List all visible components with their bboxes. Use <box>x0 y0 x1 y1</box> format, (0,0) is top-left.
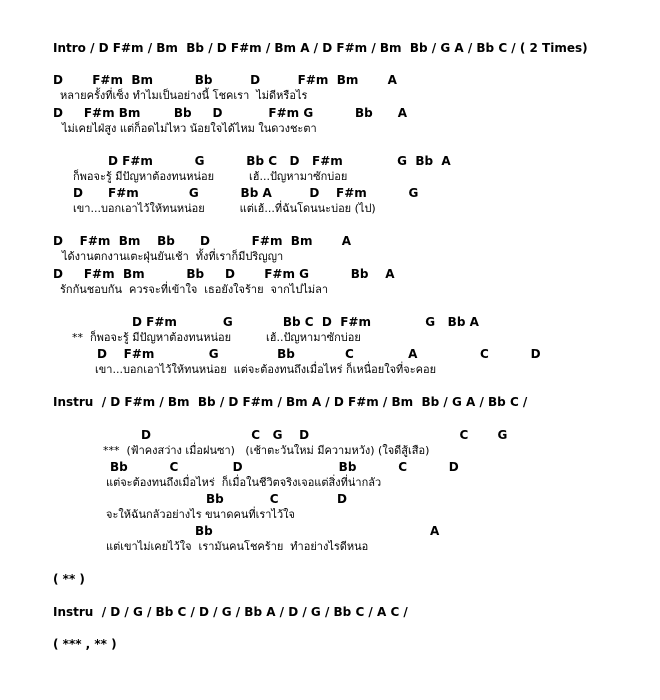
repeat-marker-1: ( ** ) <box>53 572 85 586</box>
bridge-lyric-line-1: *** (ฟ้าคงสว่าง เมื่อฝนซา) (เช้าตะวันใหม่ มีความหวัง) (ใจดีสู้เสือ) <box>103 444 430 457</box>
chorus1-lyric-line-1: ก็พอจะรู้ มีปัญหาต้องทนหน่อย เฮ้...ปัญหามาซักบ่อย <box>73 170 348 183</box>
repeat-marker-2: ( *** , ** ) <box>53 637 117 651</box>
verse1-chord-line-1: D F#m Bm Bb D F#m Bm A <box>53 73 397 87</box>
bridge-lyric-line-3: จะให้ฉันกลัวอย่างไร ขนาดคนที่เราไว้ใจ <box>106 508 295 521</box>
verse2-lyric-line-2: รักกันชอบกัน ควรจะที่เข้าใจ เธอยังใจร้าย จากไปไม่ลา <box>60 283 329 296</box>
verse1-lyric-line-2: ไม่เคยไฝ่สูง แต่ก็อดไม่ไหว น้อยใจได้ไหม ในดวงชะตา <box>62 122 317 135</box>
chorus1-chord-line-1: D F#m G Bb C D F#m G Bb A <box>108 154 451 168</box>
chorus1-chord-line-2: D F#m G Bb A D F#m G <box>73 186 419 200</box>
bridge-chord-line-4: Bb A <box>195 524 440 538</box>
intro-line: Intro / D F#m / Bm Bb / D F#m / Bm A / D F#m / Bm Bb / G A / Bb C / ( 2 Times) <box>53 41 588 55</box>
bridge-chord-line-1: D C G D C G <box>141 428 508 442</box>
instru-line-1: Instru / D F#m / Bm Bb / D F#m / Bm A / D F#m / Bm Bb / G A / Bb C / <box>53 395 528 409</box>
instru-line-2: Instru / D / G / Bb C / D / G / Bb A / D / G / Bb C / A C / <box>53 605 408 619</box>
chorus2-lyric-line-2: เขา...บอกเอาไว้ให้ทนหน่อย แต่จะต้องทนถึงเมื่อไหร่ ก็เหนื่อยใจที่จะคอย <box>95 363 437 376</box>
bridge-lyric-line-2: แต่จะต้องทนถึงเมื่อไหร่ ก็เมื่อในชีวิตจริงเจอแต่สิ่งที่น่ากลัว <box>106 476 382 489</box>
verse1-lyric-line-1: หลายครั้งที่เซ็ง ทำไมเป็นอย่างนี้ โชคเรา ไม่ดีหรือไร <box>60 89 308 102</box>
verse2-lyric-line-1: ได้งานตกงานเตะฝุ่นยันเช้า ทั้งที่เราก็มีปริญญา <box>62 250 284 263</box>
bridge-chord-line-3: Bb C D <box>206 492 347 506</box>
verse2-chord-line-1: D F#m Bm Bb D F#m Bm A <box>53 234 351 248</box>
chorus1-lyric-line-2: เขา...บอกเอาไว้ให้ทนหน่อย แต่เฮ้...ที่ฉันโดนนะบ่อย (ไป) <box>73 202 376 215</box>
bridge-lyric-line-4: แต่เขาไม่เคยไว้ใจ เรามันคนโชคร้าย ทำอย่างไรดีหนอ <box>106 540 369 553</box>
chorus2-lyric-line-1: ** ก็พอจะรู้ มีปัญหาต้องทนหน่อย เฮ้..ปัญหามาซักบ่อย <box>72 331 361 344</box>
chorus2-chord-line-2: D F#m G Bb C A C D <box>97 347 541 361</box>
bridge-chord-line-2: Bb C D Bb C D <box>110 460 459 474</box>
verse2-chord-line-2: D F#m Bm Bb D F#m G Bb A <box>53 267 395 281</box>
chorus2-chord-line-1: D F#m G Bb C D F#m G Bb A <box>132 315 479 329</box>
verse1-chord-line-2: D F#m Bm Bb D F#m G Bb A <box>53 106 408 120</box>
